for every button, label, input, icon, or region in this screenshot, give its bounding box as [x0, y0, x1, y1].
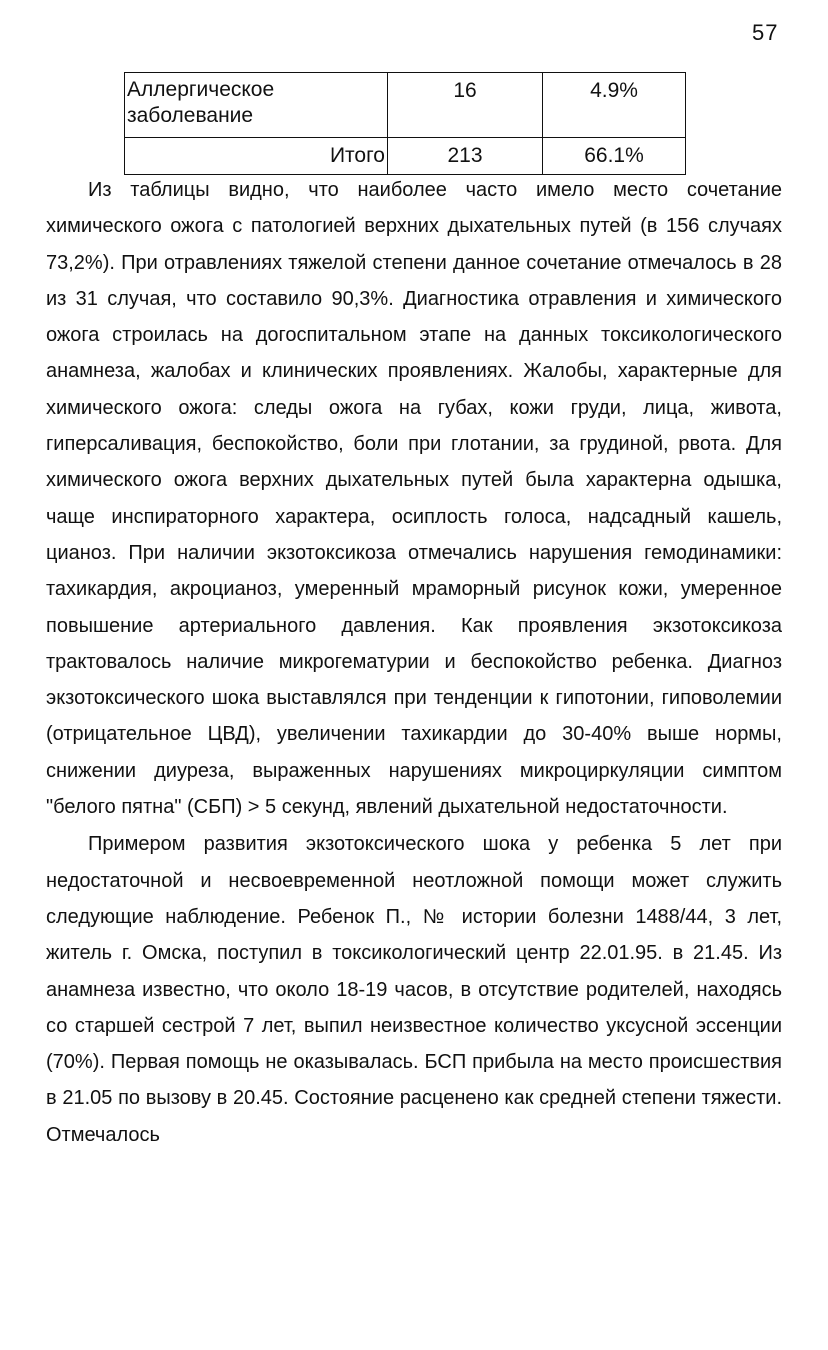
table-row-total: [125, 138, 686, 175]
statistics-table: [124, 72, 686, 175]
row-percent-allergic: 4.9%: [543, 73, 686, 138]
paragraph-table-analysis: Из таблицы видно, что наиболее часто имело место сочетание химического ожога с патологией верхних дыхательных путей (в 156 случаях 73,2%). При отравлениях тяжелой степени данное сочетание отмечалось в 28 из 31 случая, что составило 90,3%. Диагностика отравления и химического ожога строилась на догоспитальном этапе на данных токсикологического анамнеза, жалобах и клинических проявлениях. Жалобы, характерные для химического ожога: следы ожога на губах, кожи груди, лица, живота, гиперсаливация, беспокойство, боли при глотании, за грудиной, рвота. Для химического ожога верхних дыхательных путей была характерна одышка, чаще инспираторного характера, осиплость голоса, надсадный кашель, цианоз. При наличии экзотоксикоза отмечались нарушения гемодинамики: тахикардия, акроцианоз, умеренный мраморный рисунок кожи, умеренное повышение артериального давления. Как проявления экзотоксикоза трактовалось наличие микрогематурии и беспокойство ребенка. Диагноз экзотоксического шока выставлялся при тенденции к гипотонии, гиповолемии (отрицательное ЦВД), увеличении тахикардии до 30-40% выше нормы, снижении диуреза, выраженных нарушениях микроциркуляции симптом "белого пятна" (СБП) > 5 секунд, явлений дыхательной недостаточности.: [46, 179, 782, 819]
paragraph-case-example: Примером развития экзотоксического шока у ребенка 5 лет при недостаточной и несвоевременной неотложной помощи может служить следующие наблюдение. Ребенок П., № истории болезни 1488/44, 3 лет, житель г. Омска, поступил в токсикологический центр 22.01.95. в 21.45. Из анамнеза известно, что около 18-19 часов, в отсутствие родителей, находясь со старшей сестрой 7 лет, выпил неизвестное количество уксусной эссенции (70%). Первая помощь не оказывалась. БСП прибыла на место происшествия в 21.05 по вызову в 20.45. Состояние расценено как средней степени тяжести. Отмечалось: [46, 833, 782, 1146]
total-label: Итого: [125, 138, 388, 175]
table-row: [125, 73, 686, 138]
page-number: 57: [752, 20, 779, 45]
row-label-allergic: [125, 73, 388, 138]
body-text: [46, 172, 782, 1153]
row-count-allergic: 16: [388, 73, 543, 138]
total-count: 213: [388, 138, 543, 175]
row-label-line1: Аллергическое: [127, 78, 275, 101]
total-percent: 66.1%: [543, 138, 686, 175]
row-label-line2: заболевание: [127, 104, 254, 127]
